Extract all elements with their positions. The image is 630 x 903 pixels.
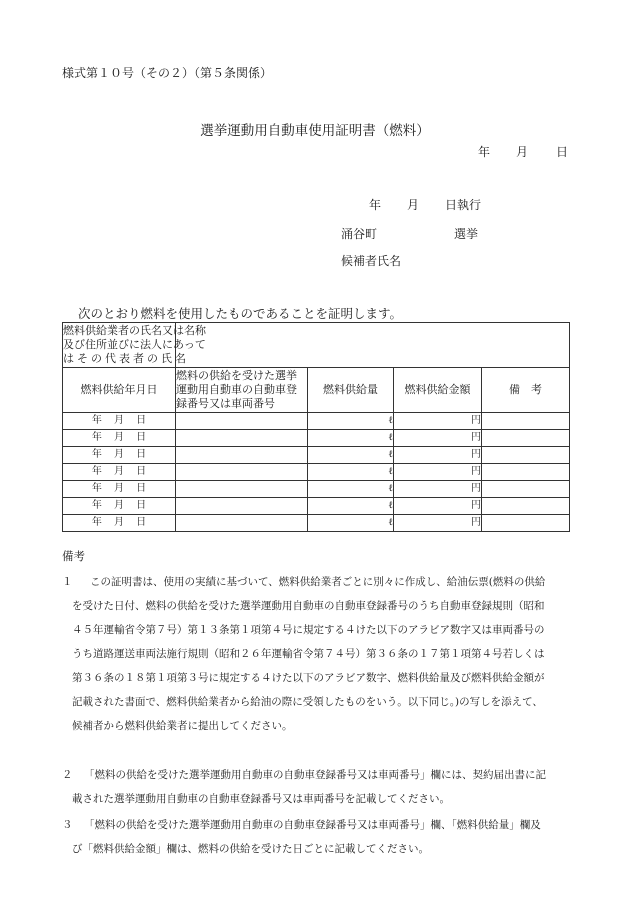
row-remarks[interactable] <box>482 515 570 532</box>
row-remarks[interactable] <box>482 447 570 464</box>
row-date[interactable]: 年 月 日 <box>63 498 176 515</box>
election-month: 月 <box>407 198 420 212</box>
row-date[interactable]: 年 月 日 <box>63 447 176 464</box>
table-row <box>63 413 570 430</box>
note-line: ４５年運輸省令第７号）第１３条第１項第４号に規定する４けた以下のアラビア数字又は車両番号の <box>72 624 545 636</box>
row-date[interactable]: 年 月 日 <box>63 481 176 498</box>
note-line: 「燃料の供給を受けた選挙運動用自動車の自動車登録番号又は車両番号」欄、「燃料供給量」欄及 <box>84 819 541 831</box>
note-line: び「燃料供給金額」欄は、燃料の供給を受けた日ごとに記載してください。 <box>72 843 429 855</box>
row-amount[interactable]: ℓ <box>308 515 394 532</box>
header-supply-date: 燃料供給年月日 <box>63 368 176 413</box>
date-day: 日 <box>556 145 569 159</box>
header-vehicle-line: 燃料の供給を受けた選挙 <box>176 369 297 383</box>
row-date[interactable]: 年 月 日 <box>63 464 176 481</box>
row-remarks[interactable] <box>482 481 570 498</box>
row-remarks[interactable] <box>482 413 570 430</box>
election-word: 選挙 <box>454 227 479 241</box>
supplier-value-cell[interactable] <box>176 323 570 368</box>
row-date[interactable]: 年 月 日 <box>63 430 176 447</box>
row-price[interactable]: 円 <box>394 413 482 430</box>
election-date <box>369 196 481 213</box>
header-fuel-amount: 燃料供給量 <box>308 368 394 413</box>
date-month: 月 <box>516 145 529 159</box>
supplier-label-line: 及び住所並びに法人にあって <box>63 338 206 352</box>
row-remarks[interactable] <box>482 430 570 447</box>
row-price[interactable]: 円 <box>394 498 482 515</box>
note-line: 候補者から燃料供給業者に提出してください。 <box>72 720 293 732</box>
note-line: 記載された書面で、燃料供給業者から給油の際に受領したものをいう。以下同じ。)の写しを添えて、 <box>72 696 543 708</box>
certify-statement: 次のとおり燃料を使用したものであることを証明します。 <box>78 306 403 321</box>
row-price[interactable]: 円 <box>394 447 482 464</box>
note-item <box>62 763 570 811</box>
document-date <box>478 143 568 160</box>
note-line: うち道路運送車両法施行規則（昭和２６年運輸省令第７４号）第３６条の１７第１項第４号若しくは <box>72 648 545 660</box>
row-price[interactable]: 円 <box>394 515 482 532</box>
table-row <box>63 430 570 447</box>
row-date[interactable]: 年 月 日 <box>63 413 176 430</box>
candidate-name-label: 候補者氏名 <box>341 254 402 268</box>
row-vehicle[interactable] <box>176 430 308 447</box>
row-vehicle[interactable] <box>176 515 308 532</box>
table-row <box>63 481 570 498</box>
row-date[interactable]: 年 月 日 <box>63 515 176 532</box>
note-number: １ <box>62 576 73 588</box>
note-line: この証明書は、使用の実績に基づいて、燃料供給業者ごとに別々に作成し、給油伝票(燃料の供給 <box>90 576 546 588</box>
election-day-exec: 日執行 <box>445 198 482 212</box>
row-vehicle[interactable] <box>176 413 308 430</box>
note-item <box>62 813 570 861</box>
row-vehicle[interactable] <box>176 447 308 464</box>
table-row <box>63 464 570 481</box>
table-header-row <box>63 368 570 413</box>
row-price[interactable]: 円 <box>394 464 482 481</box>
date-year: 年 <box>478 145 491 159</box>
supplier-row <box>63 323 570 368</box>
supplier-label-cell <box>63 323 206 368</box>
supplier-label-line: はその代表者の氏名 <box>63 351 189 365</box>
town-name: 涌谷町 <box>341 227 378 241</box>
header-vehicle-line: 録番号又は車両番号 <box>176 396 275 410</box>
row-amount[interactable]: ℓ <box>308 447 394 464</box>
table-row <box>63 447 570 464</box>
form-number: 様式第１０号（その２）（第５条関係） <box>62 66 273 80</box>
header-remarks: 備 考 <box>482 368 570 413</box>
row-amount[interactable]: ℓ <box>308 498 394 515</box>
note-number: ２ <box>62 769 73 781</box>
row-amount[interactable]: ℓ <box>308 464 394 481</box>
row-vehicle[interactable] <box>176 481 308 498</box>
note-number: ３ <box>62 819 73 831</box>
row-vehicle[interactable] <box>176 498 308 515</box>
row-price[interactable]: 円 <box>394 430 482 447</box>
note-line: 載された選挙運動用自動車の自動車登録番号又は車両番号を記載してください。 <box>72 793 450 805</box>
table-row <box>63 498 570 515</box>
header-vehicle-number <box>176 368 308 413</box>
row-vehicle[interactable] <box>176 464 308 481</box>
note-item <box>62 570 570 738</box>
row-price[interactable]: 円 <box>394 481 482 498</box>
row-amount[interactable]: ℓ <box>308 430 394 447</box>
row-remarks[interactable] <box>482 464 570 481</box>
supplier-label-line: 燃料供給業者の氏名又は名称 <box>63 324 206 338</box>
notes-heading: 備考 <box>62 549 85 563</box>
header-fuel-price: 燃料供給金額 <box>394 368 482 413</box>
row-amount[interactable]: ℓ <box>308 481 394 498</box>
document-title: 選挙運動用自動車使用証明書（燃料） <box>200 123 430 139</box>
note-line: 「燃料の供給を受けた選挙運動用自動車の自動車登録番号又は車両番号」欄には、契約届出書に記 <box>84 769 546 781</box>
note-line: を受けた日付、燃料の供給を受けた選挙運動用自動車の自動車登録番号のうち自動車登録規則（昭和 <box>72 600 545 612</box>
election-year: 年 <box>369 198 382 212</box>
table-row <box>63 515 570 532</box>
row-remarks[interactable] <box>482 498 570 515</box>
note-line: 第３６条の１８第１項第３号に規定する４けた以下のアラビア数字、燃料供給量及び燃料供給金額が <box>72 672 545 684</box>
fuel-usage-table <box>62 322 570 532</box>
header-vehicle-line: 運動用自動車の自動車登 <box>176 383 297 397</box>
row-amount[interactable]: ℓ <box>308 413 394 430</box>
